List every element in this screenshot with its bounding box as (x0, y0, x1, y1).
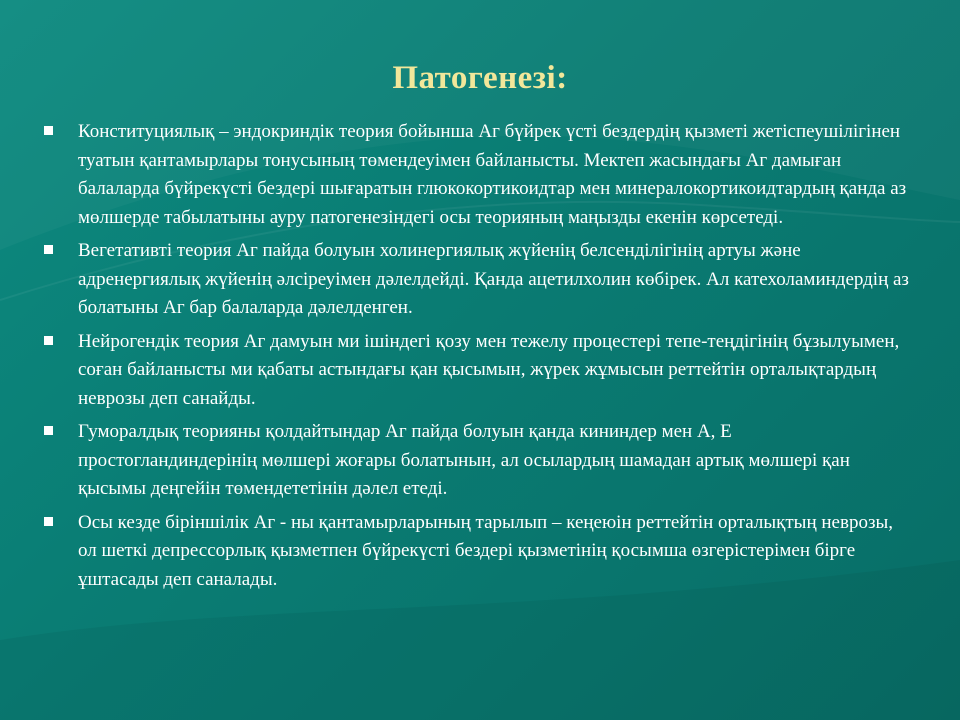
bullet-item (42, 237, 912, 323)
bullet-item (42, 118, 912, 232)
bullet-item (42, 418, 912, 504)
bullet-text: Нейрогендік теория Аг дамуын ми ішіндегі қозу мен тежелу процестері тепе-теңдігінің бұзылуымен, соған байланысты ми қабаты астындағы қан қысымын, жүрек жұмысын реттейтін орталықтардың неврозы деп санайды. (78, 330, 900, 409)
bullet-text: Вегетативті теория Аг пайда болуын холинергиялық жүйенің белсенділігінің артуы және адренергиялық жүйенің әлсіреуімен дәлелдейді. Қанда ацетилхолин көбірек. Ал катехоламиндердің аз болатыны Аг бар балаларда дәлелденген. (78, 240, 909, 318)
bullet-text: Осы кезде біріншілік Аг - ны қантамырларының тарылып – кеңеюін реттейтін орталықтың неврозы, ол шеткі депрессорлық қызметпен бүйрекүсті бездері қызметінің қосымша өзгерістерімен бірге ұштасады деп саналады. (78, 511, 893, 590)
slide-title: Патогенезі: (392, 60, 568, 96)
bullet-text: Гуморалдық теорияны қолдайтындар Аг пайда болуын қанда кининдер мен А, Е простогландиндерінің мөлшері жоғары болатынын, ал осылардың шамадан артық мөлшері қан қысымы деңгейін төмендететінін дәлел етеді. (78, 421, 850, 499)
square-bullet-icon (44, 245, 53, 254)
bullet-list (42, 118, 912, 599)
bullet-item (42, 328, 912, 414)
square-bullet-icon (44, 336, 53, 345)
bullet-item (42, 509, 912, 595)
bullet-text: Конституциялық – эндокриндік теория бойынша Аг бүйрек үсті бездердің қызметі жетіспеушілігінен туатын қантамырлары тонусының төмендеуімен байланысты. Мектеп жасындағы Аг дамыған балаларда бүйрекүсті бездері шығаратын глюкокортикоидтар мен минералокортикоидтардың қанда аз мөлшерде табылатыны ауру патогенезіндегі осы теорияның маңызды екенін көрсетеді. (78, 121, 907, 228)
square-bullet-icon (44, 426, 53, 435)
square-bullet-icon (44, 517, 53, 526)
square-bullet-icon (44, 126, 53, 135)
